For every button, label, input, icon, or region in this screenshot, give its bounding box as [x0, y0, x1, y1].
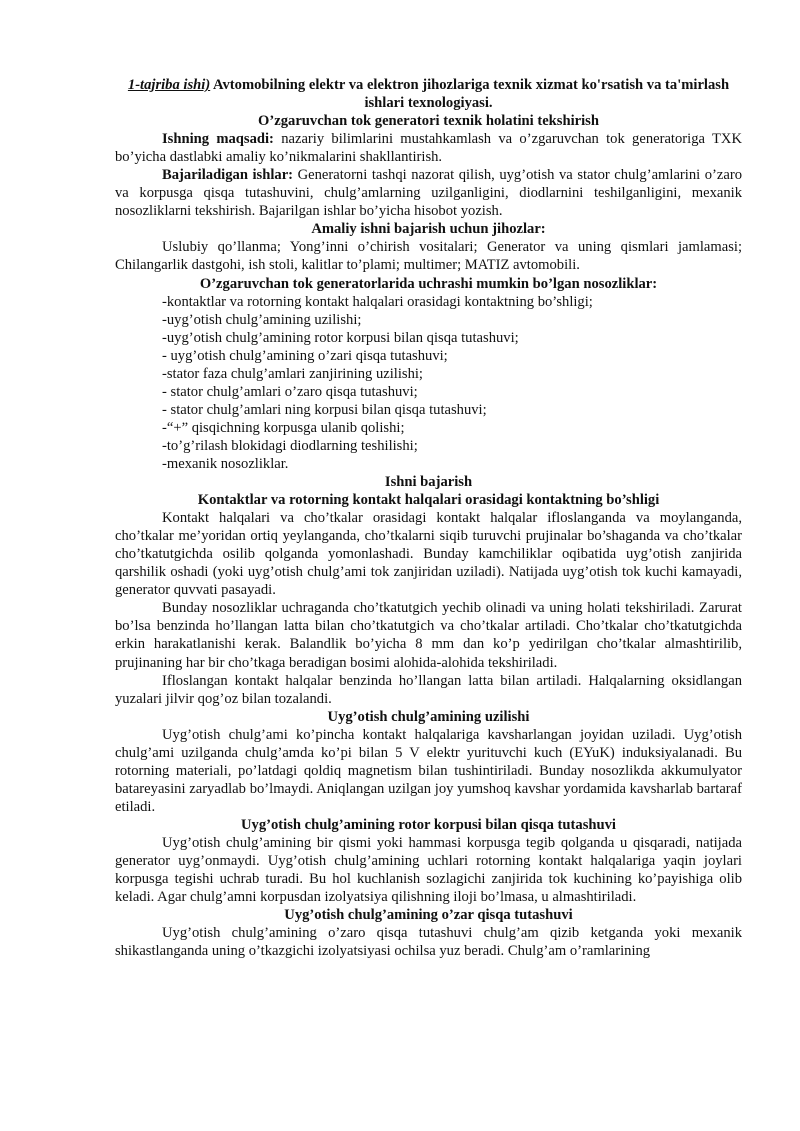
- paragraph: Ifloslangan kontakt halqalar benzinda ho’llangan latta bilan artiladi. Halqalarning oksidlangan yuzalari jilvir qog’oz bilan tozalandi.: [115, 672, 742, 707]
- list-item: - uyg’otish chulg’amining o’zari qisqa tutashuvi;: [162, 347, 448, 364]
- paragraph: Bunday nosozliklar uchraganda cho’tkatutgich yechib olinadi va uning holati tekshiriladi. Zarurat bo’lsa benzinda ho’llangan latta bilan cho’tkatutgich va cho’tkalar artiladi. Cho’tkalar cho’tkatutgichda erkin harakatlanishi kerak. Balandlik bo’yicha 8 mm dan ko’p yedirilgan cho’tkalar almashtirilib, prujinaning har bir cho’tkaga beradigan bosimi alohida-alohida tekshiriladi.: [115, 600, 742, 671]
- section-heading-winding-break: Uyg’otish chulg’amining uzilishi: [327, 708, 530, 725]
- tasks-paragraph: [115, 166, 742, 220]
- purpose-text: nazariy bilimlarini mustahkamlash va o’zgaruvchan tok generatoriga TXK bo’yicha dastlabki amaliy ko’nikmalarini shakllantirish.: [115, 131, 742, 166]
- paragraph: Uyg’otish chulg’amining bir qismi yoki hammasi korpusga tegib qolganda u qisqaradi, natijada generator uyg’onmaydi. Uyg’otish chulg’amining uchlari rotorning kontakt halqalariga yaqin joylari korpusga tegishi uchrab turadi. Bu hol kuchlanish sozlagichi zanjirida tok kuchining ko’payishiga olib keladi. Agar chulg’amni korpusdan izolyatsiya qilishning iloji bo’lmasa, u almashtiriladi.: [115, 834, 742, 906]
- tasks-text: Generatorni tashqi nazorat qilish, uyg’otish va stator chulg’amlarini o’zaro va korpusga qisqa tutashuvini, chulg’amlarning uzilganligini, diodlarnini teshilganligini, mexanik nosozliklarni tekshirish. Bajarilgan ishlar bo’yicha hisobot yozish.: [115, 167, 743, 220]
- purpose-label: Ishning maqsadi:: [162, 131, 274, 148]
- section-heading-interturn-short: Uyg’otish chulg’amining o’zar qisqa tutashuvi: [284, 907, 573, 924]
- document-subtitle: O’zgaruvchan tok generatori texnik holatini tekshirish: [258, 113, 599, 130]
- purpose-paragraph: [115, 130, 742, 166]
- section-heading-rotor-short: Uyg’otish chulg’amining rotor korpusi bilan qisqa tutashuvi: [241, 816, 616, 833]
- document-page: [115, 76, 742, 960]
- title-text: Avtomobilning elektr va elektron jihozlariga texnik xizmat ko'rsatish va ta'mirlash ishlari texnologiyasi.: [210, 77, 730, 112]
- list-item: -mexanik nosozliklar.: [162, 455, 289, 472]
- work-heading: Ishni bajarish: [384, 474, 473, 491]
- equipment-heading: Amaliy ishni bajarish uchun jihozlar:: [311, 221, 546, 238]
- lab-number-link[interactable]: 1-tajriba ishi): [127, 77, 211, 93]
- list-item: -uyg’otish chulg’amining uzilishi;: [162, 311, 362, 328]
- list-item: -“+” qisqichning korpusga ulanib qolishi;: [162, 419, 405, 436]
- paragraph: Uyg’otish chulg’amining o’zaro qisqa tutashuvi chulg’am qizib ketganda yoki mexanik shikastlanganda uning o’tkazgichi izolyatsiyasi ochilsa yuz beradi. Chulg’am o’ramlarining: [115, 925, 742, 960]
- section-heading-contacts: Kontaktlar va rotorning kontakt halqalari orasidagi kontaktning bo’shligi: [197, 492, 660, 509]
- paragraph: Kontakt halqalari va cho’tkalar orasidagi kontakt halqalar ifloslanganda va moylanganda, cho’tkalar me’yoridan ortiq yeylanganda, cho’tkalarni siqib turuvchi prujinalar bo’shaganda va cho’tkalar cho’tkatutgichda osilib qolganda yomonlashadi. Bunday kamchiliklar oqibatida uyg’otish zanjirida qarshilik oshadi (yoki uyg’otish chulg’ami tok zanjiridan uziladi). Natijada uyg’otish tok kuchi kamayadi, generator quvvati pasayadi.: [115, 510, 742, 599]
- equipment-paragraph: Uslubiy qo’llanma; Yong’inni o’chirish vositalari; Generator va uning qismlari jamlamasi; Chilangarlik dastgohi, ish stoli, kalitlar to’plami; multimer; MATIZ avtomobili.: [115, 239, 742, 274]
- list-item: - stator chulg’amlari ning korpusi bilan qisqa tutashuvi;: [162, 401, 487, 418]
- faults-heading: O’zgaruvchan tok generatorlarida uchrashi mumkin bo’lgan nosozliklar:: [199, 275, 658, 292]
- list-item: - stator chulg’amlari o’zaro qisqa tutashuvi;: [162, 383, 418, 400]
- tasks-label: Bajariladigan ishlar:: [162, 167, 294, 184]
- list-item: -stator faza chulg’amlari zanjirining uzilishi;: [162, 365, 423, 382]
- list-item: -to’g’rilash blokidagi diodlarning teshilishi;: [162, 437, 418, 454]
- list-item: -kontaktlar va rotorning kontakt halqalari orasidagi kontaktning bo’shligi;: [162, 293, 593, 310]
- faults-list: [115, 293, 742, 473]
- paragraph: Uyg’otish chulg’ami ko’pincha kontakt halqalariga kavsharlangan joyidan uziladi. Uyg’otish chulg’ami uzilganda chulg’amda ko’pi bilan 5 V elektr yurituvchi kuch (EYuK) induksiyalanadi. Bu rotorning materiali, po’latdagi qoldiq magnetism bilan tushintiriladi. Bunday nosozlikda akkumulyator batareyasini zaryadlab bo’lmaydi. Aniqlangan uzilgan joy yumshoq kavshar yordamida kavsharlab bartaraf etiladi.: [115, 726, 742, 815]
- document-title: [115, 76, 742, 112]
- list-item: -uyg’otish chulg’amining rotor korpusi bilan qisqa tutashuvi;: [162, 329, 519, 346]
